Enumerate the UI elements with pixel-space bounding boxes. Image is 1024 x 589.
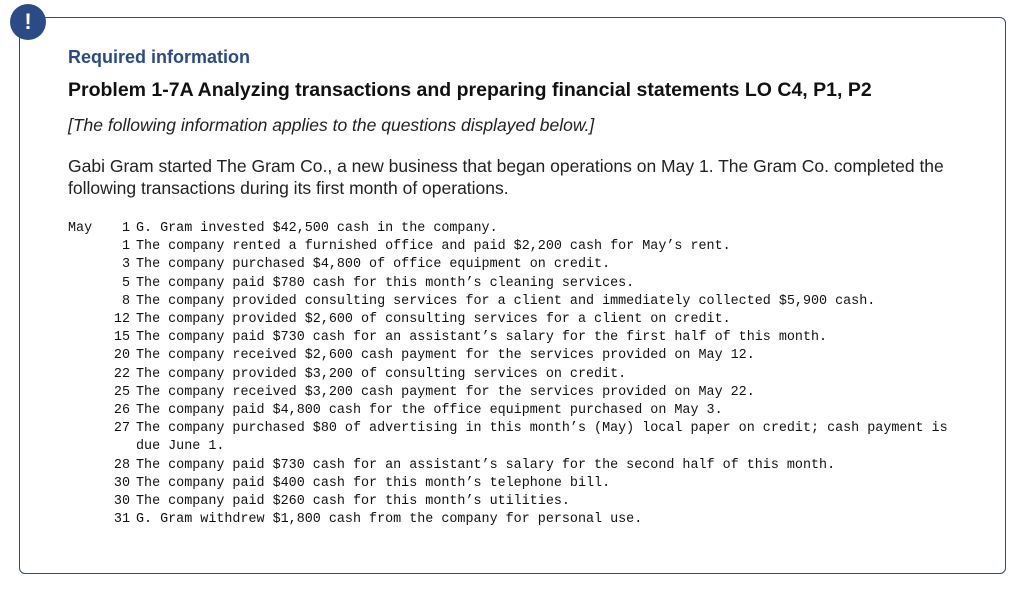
transaction-day: 3 <box>121 257 130 273</box>
transaction-day: 1 <box>121 221 130 236</box>
transaction-description: G. Gram invested $42,500 cash in the company. <box>136 221 498 236</box>
transaction-description: The company paid $400 cash for this month’s telephone bill. <box>136 475 611 491</box>
transaction-row <box>68 402 968 420</box>
transaction-row <box>68 256 968 274</box>
transaction-month <box>68 275 106 293</box>
transaction-row <box>68 511 968 529</box>
transaction-day: 28 <box>113 457 130 473</box>
problem-title: Problem 1-7A Analyzing transactions and preparing financial statements LO C4, P1, P2 <box>68 79 872 101</box>
transaction-month <box>68 329 106 347</box>
transactions-list <box>68 220 968 529</box>
transaction-month <box>68 256 106 274</box>
transaction-description: The company paid $730 cash for an assistant’s salary for the second half of this month. <box>136 457 836 473</box>
transaction-description: The company paid $260 cash for this month’s utilities. <box>136 494 570 510</box>
transaction-description: The company received $3,200 cash payment for the services provided on May 22. <box>136 384 755 400</box>
transaction-description: The company paid $4,800 cash for the office equipment purchased on May 3. <box>136 403 723 419</box>
transaction-month <box>68 311 106 329</box>
info-note: [The following information applies to the questions displayed below.] <box>68 115 595 135</box>
transaction-row <box>68 311 968 329</box>
transaction-day: 5 <box>121 275 130 291</box>
transaction-row <box>68 329 968 347</box>
transaction-row <box>68 457 968 475</box>
transaction-row <box>68 475 968 493</box>
transaction-row <box>68 220 968 238</box>
transaction-day: 25 <box>113 384 130 400</box>
transaction-description: The company purchased $4,800 of office equipment on credit. <box>136 257 611 273</box>
transaction-month <box>68 457 106 475</box>
transaction-description: The company provided $3,200 of consulting services on credit. <box>136 366 627 382</box>
transaction-month <box>68 293 106 311</box>
transaction-row <box>68 366 968 384</box>
transaction-day: 27 <box>113 421 130 437</box>
transaction-month: May <box>68 221 93 236</box>
transaction-day: 30 <box>113 494 130 510</box>
transaction-row <box>68 238 968 256</box>
transaction-month <box>68 347 106 365</box>
transaction-day: 1 <box>121 239 130 255</box>
transaction-description: The company paid $780 cash for this month’s cleaning services. <box>136 275 635 291</box>
transaction-description: G. Gram withdrew $1,800 cash from the company for personal use. <box>136 512 643 528</box>
transaction-month <box>68 420 106 456</box>
alert-icon: ! <box>10 4 46 40</box>
section-heading: Required information <box>68 47 251 67</box>
transaction-description: The company paid $730 cash for an assistant’s salary for the first half of this month. <box>136 330 828 346</box>
transaction-day: 15 <box>113 330 130 346</box>
intro-paragraph: Gabi Gram started The Gram Co., a new business that began operations on May 1. The Gram Co. completed the following transactions during its first month of operations. <box>68 156 944 198</box>
transaction-month <box>68 366 106 384</box>
transaction-day: 31 <box>113 512 130 528</box>
transaction-month <box>68 493 106 511</box>
transaction-day: 20 <box>113 348 130 364</box>
transaction-month <box>68 384 106 402</box>
transaction-month <box>68 475 106 493</box>
transaction-row <box>68 384 968 402</box>
transaction-description: The company rented a furnished office and paid $2,200 cash for May’s rent. <box>136 239 731 255</box>
transaction-row <box>68 293 968 311</box>
transaction-description: The company received $2,600 cash payment for the services provided on May 12. <box>136 348 755 364</box>
transaction-row <box>68 420 968 456</box>
transaction-row <box>68 347 968 365</box>
transaction-day: 22 <box>113 366 130 382</box>
transaction-row <box>68 275 968 293</box>
transaction-day: 12 <box>113 312 130 328</box>
transaction-description: The company provided $2,600 of consulting services for a client on credit. <box>136 312 731 328</box>
transaction-month <box>68 402 106 420</box>
transaction-day: 30 <box>113 475 130 491</box>
transaction-description: The company provided consulting services for a client and immediately collected $5,900 cash. <box>136 293 876 309</box>
transaction-day: 26 <box>113 403 130 419</box>
transaction-month <box>68 238 106 256</box>
transaction-month <box>68 511 106 529</box>
transaction-day: 8 <box>121 293 130 309</box>
transaction-description: The company purchased $80 of advertising in this month’s (May) local paper on credit; cash payment is due June 1. <box>136 421 956 455</box>
transaction-row <box>68 493 968 511</box>
